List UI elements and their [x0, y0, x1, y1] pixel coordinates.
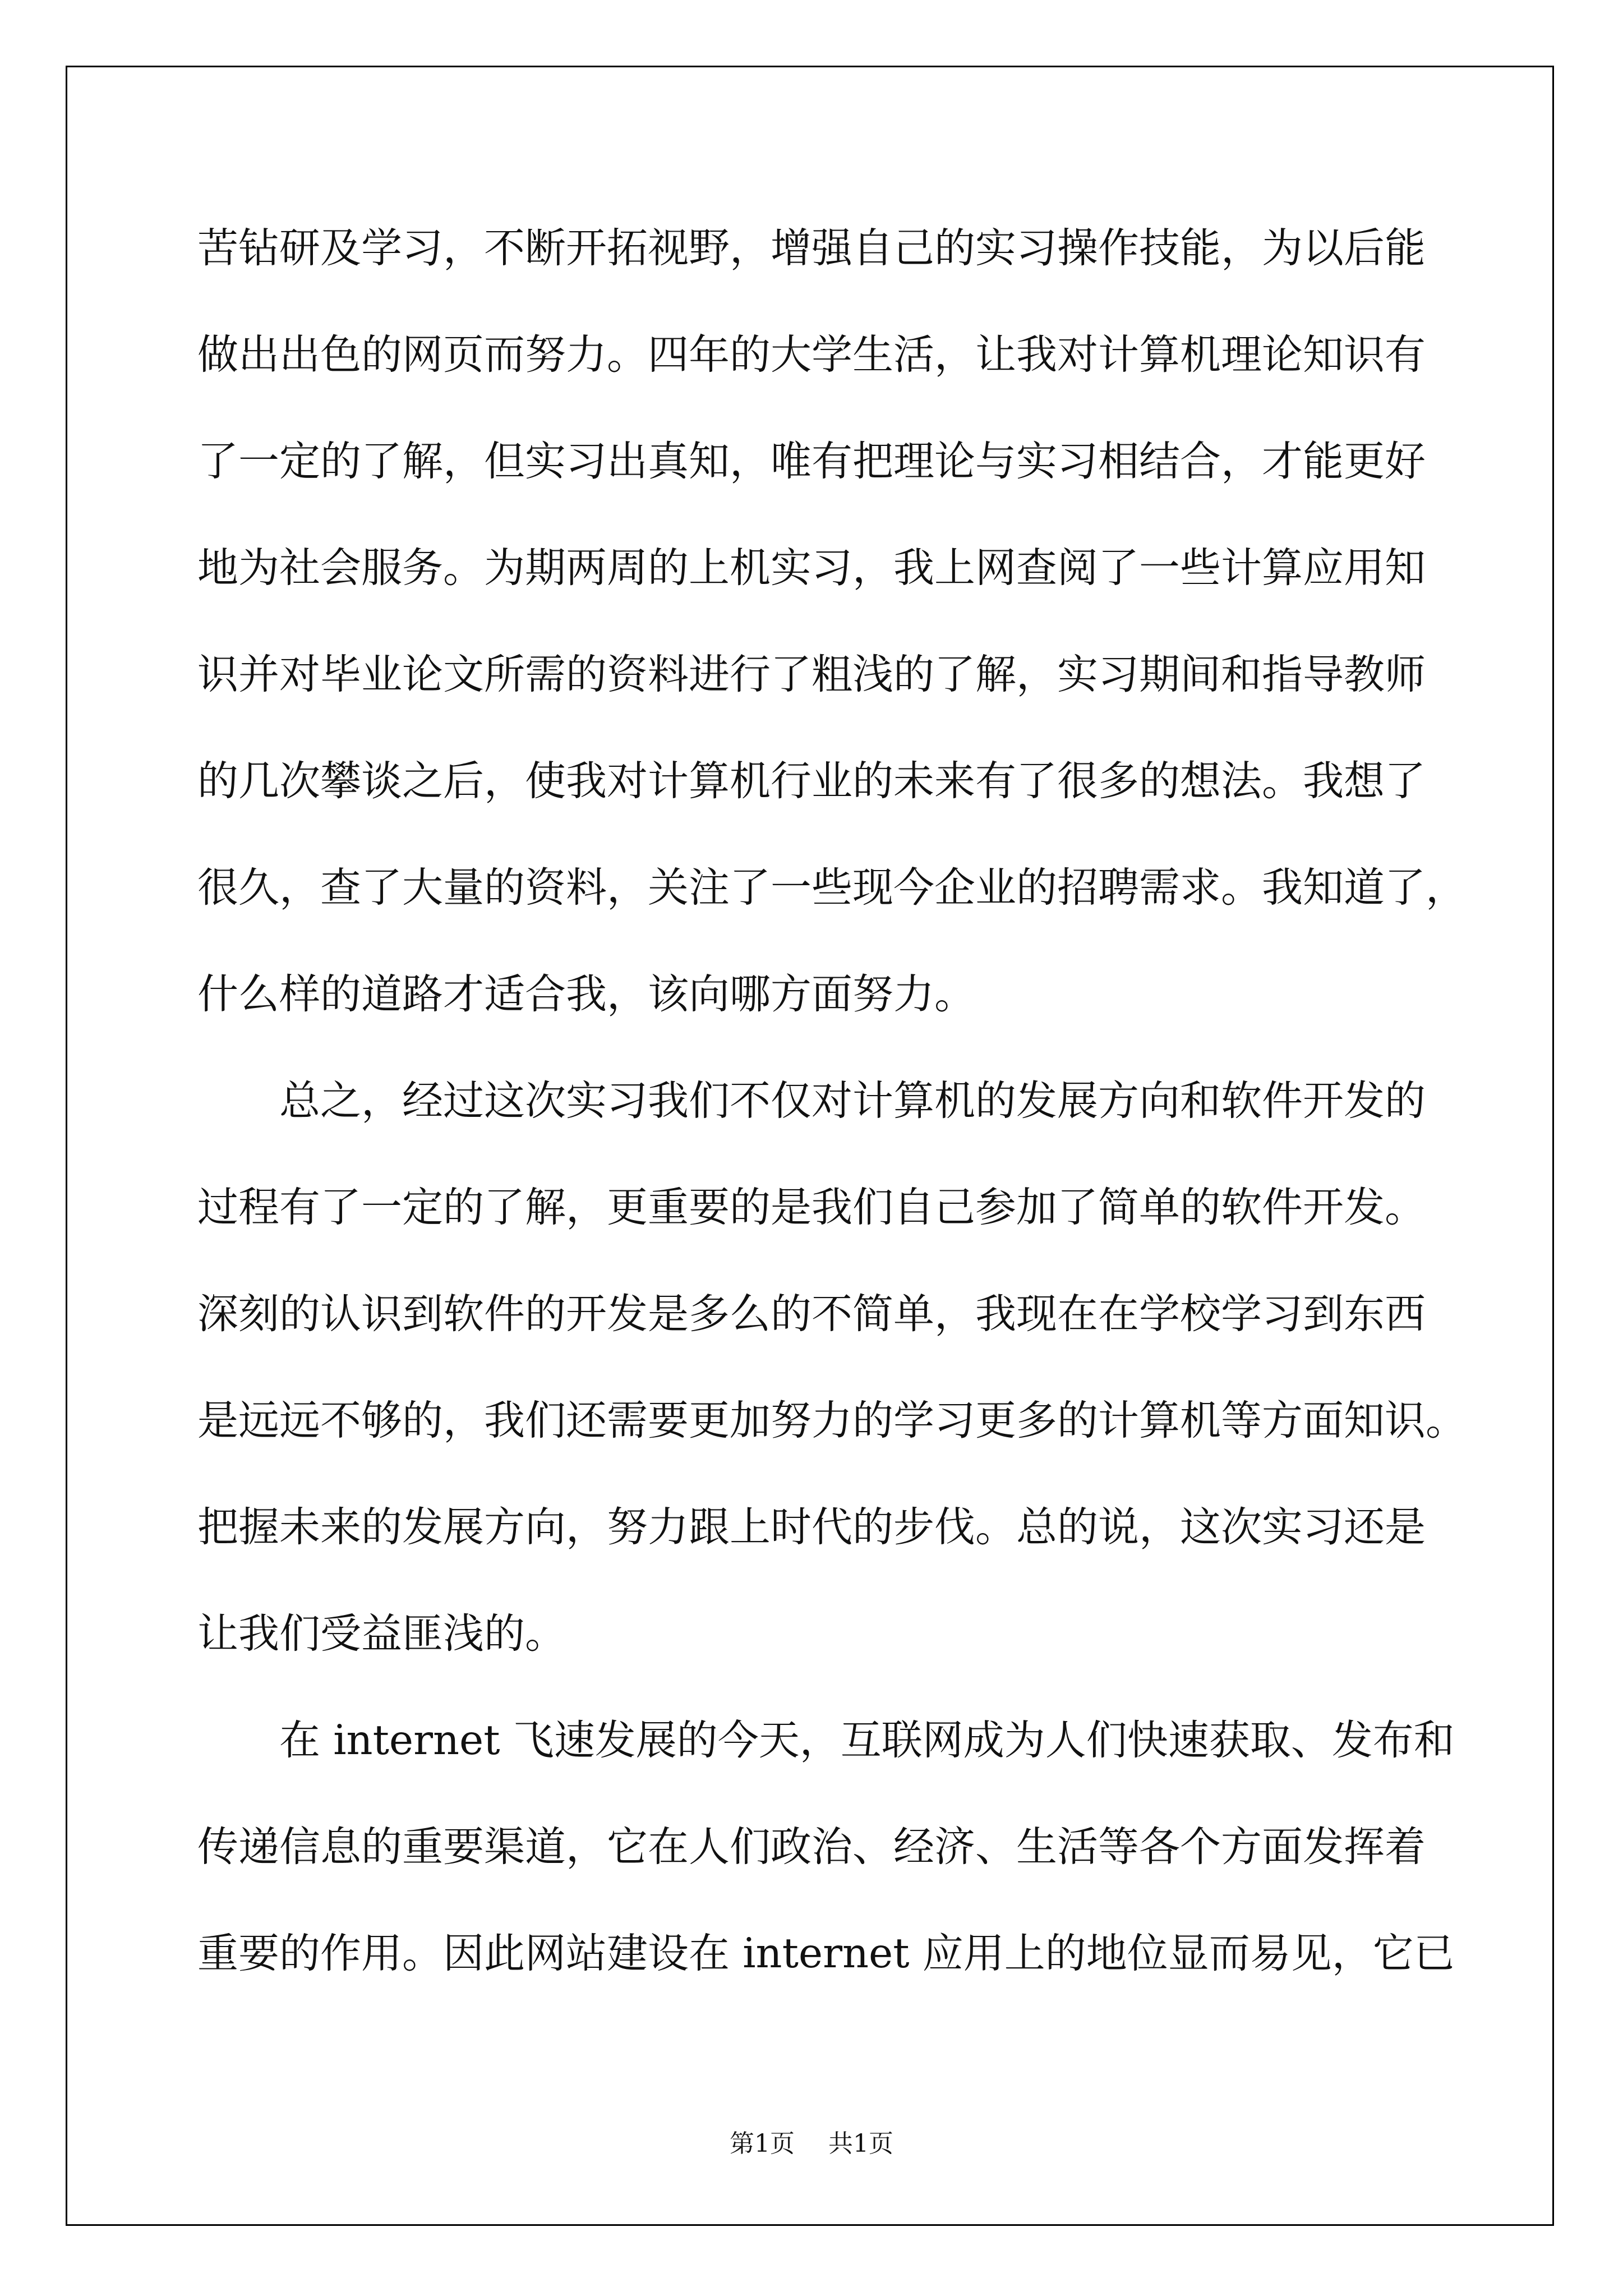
text-line: 重要的作用。因此网站建设在 internet 应用上的地位显而易见，它已: [197, 1930, 1455, 1977]
text-line: 做出出色的网页而努力。四年的大学生活，让我对计算机理论知识有: [197, 331, 1426, 379]
text-line: 深刻的认识到软件的开发是多么的不简单，我现在在学校学习到东西: [197, 1290, 1426, 1338]
text-line: 让我们受益匪浅的。: [197, 1610, 566, 1658]
page-total: 共1页: [828, 2129, 893, 2158]
text-line: 苦钻研及学习，不断开拓视野，增强自己的实习操作技能，为以后能: [197, 224, 1426, 272]
page-footer: [0, 2127, 1623, 2161]
text-line: 把握未来的发展方向，努力跟上时代的步伐。总的说，这次实习还是: [197, 1503, 1426, 1551]
paragraph-start-line: 总之，经过这次实习我们不仅对计算机的发展方向和软件开发的: [279, 1077, 1426, 1125]
document-body: [197, 195, 1532, 2007]
text-line: 过程有了一定的了解，更重要的是我们自己参加了简单的软件开发。: [197, 1184, 1426, 1231]
text-line: 识并对毕业论文所需的资料进行了粗浅的了解，实习期间和指导教师: [197, 651, 1426, 698]
paragraph-start-line: 在 internet 飞速发展的今天，互联网成为人们快速获取、发布和: [279, 1717, 1455, 1764]
text-line: 传递信息的重要渠道，它在人们政治、经济、生活等各个方面发挥着: [197, 1823, 1426, 1871]
text-line: 是远远不够的，我们还需要更加努力的学习更多的计算机等方面知识。: [197, 1397, 1467, 1444]
text-line: 什么样的道路才适合我，该向哪方面努力。: [197, 970, 975, 1018]
text-line: 很久，查了大量的资料，关注了一些现今企业的招聘需求。我知道了，: [197, 864, 1467, 912]
text-line: 的几次攀谈之后，使我对计算机行业的未来有了很多的想法。我想了: [197, 757, 1426, 805]
text-line: 地为社会服务。为期两周的上机实习，我上网查阅了一些计算应用知: [197, 544, 1426, 592]
text-line: 了一定的了解，但实习出真知，唯有把理论与实习相结合，才能更好: [197, 438, 1426, 485]
page-number: 第1页: [730, 2129, 795, 2158]
